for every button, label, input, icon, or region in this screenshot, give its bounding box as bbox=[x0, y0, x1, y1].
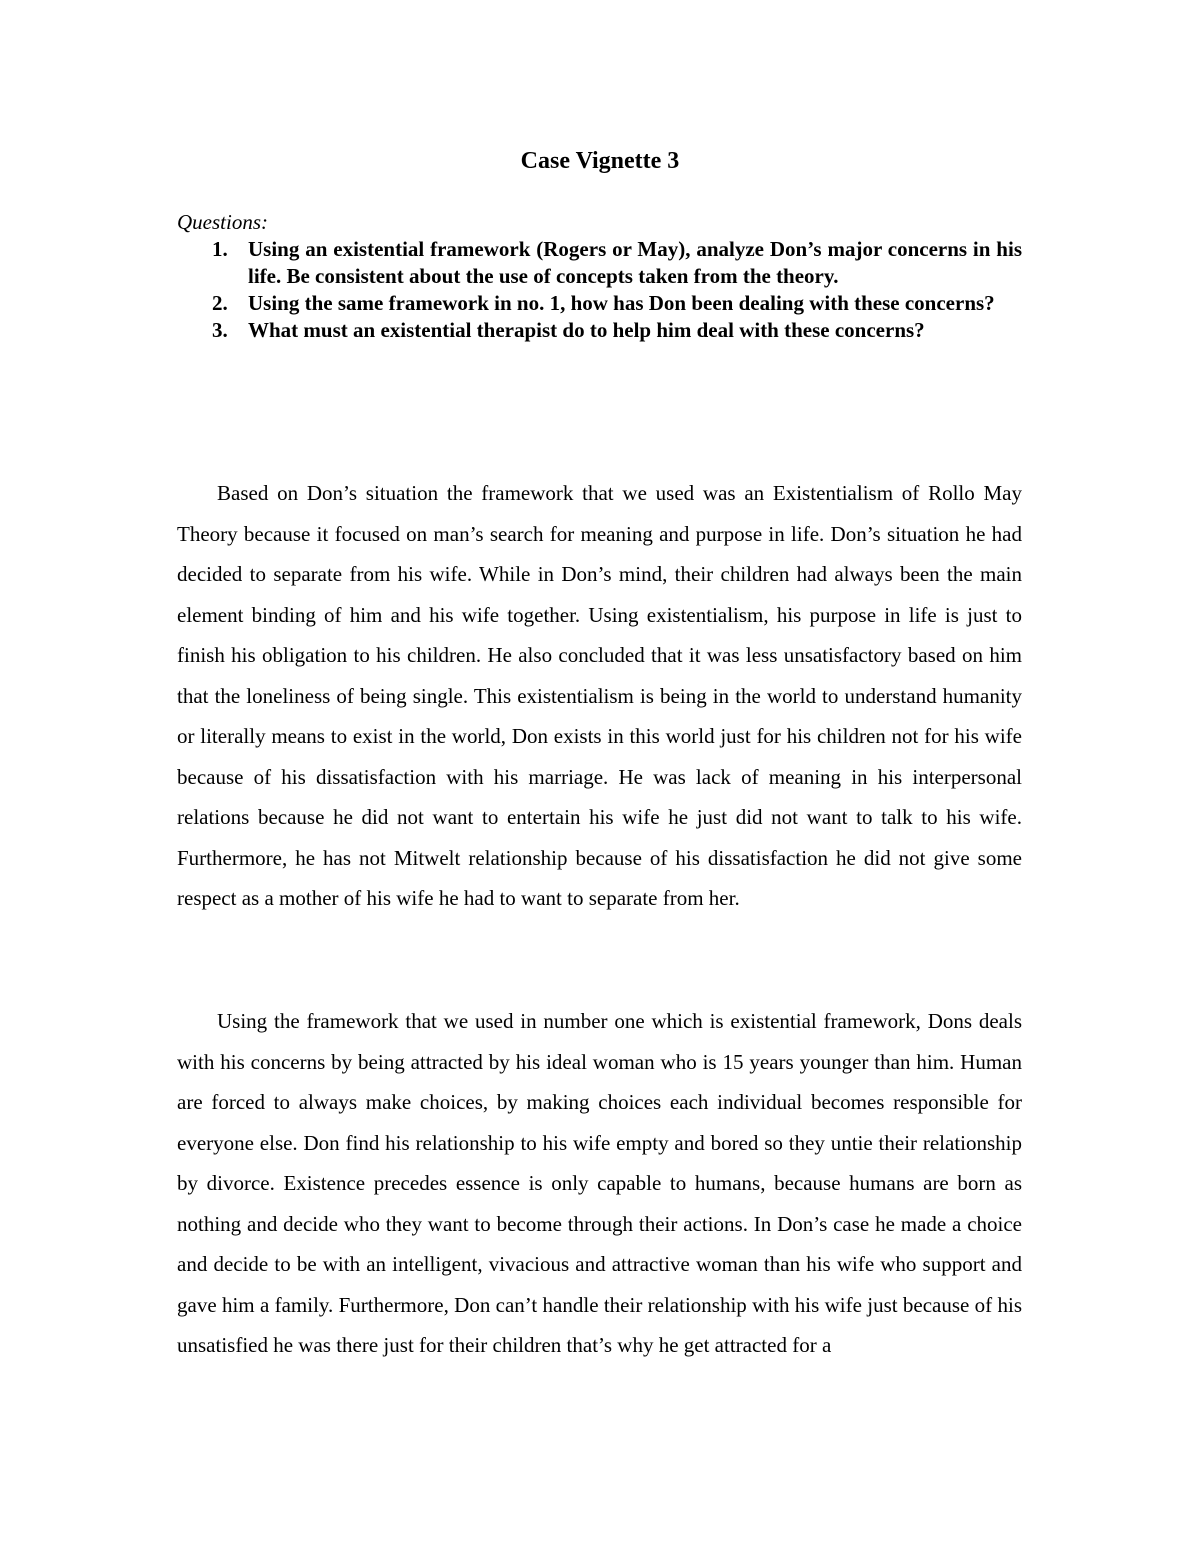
question-number: 2. bbox=[212, 291, 228, 315]
question-text: Using an existential framework (Rogers or May), analyze Don’s major concerns in his life. Be consistent about the use of concepts taken from the theory. bbox=[248, 237, 1022, 288]
question-number: 1. bbox=[212, 237, 228, 261]
question-text: Using the same framework in no. 1, how has Don been dealing with these concerns? bbox=[248, 291, 995, 315]
question-text: What must an existential therapist do to help him deal with these concerns? bbox=[248, 318, 925, 342]
question-number: 3. bbox=[212, 318, 228, 342]
question-item bbox=[212, 317, 1022, 344]
answer-paragraph-2: Using the framework that we used in number one which is existential framework, Dons deals with his concerns by being attracted by his ideal woman who is 15 years younger than him. Human are forced to always make choices, by making choices each individual becomes responsible for everyone else. Don find his relationship to his wife empty and bored so they untie their relationship by divorce. Existence precedes essence is only capable to humans, because humans are born as nothing and decide who they want to become through their actions. In Don’s case he made a choice and decide to be with an intelligent, vivacious and attractive woman than his wife who support and gave him a family. Furthermore, Don can’t handle their relationship with his wife just because of his unsatisfied he was there just for their children that’s why he get attracted for a bbox=[177, 1009, 1022, 1357]
question-item bbox=[212, 290, 1022, 317]
questions-list bbox=[212, 236, 1022, 344]
question-item bbox=[212, 236, 1022, 290]
answer-paragraph-1: Based on Don’s situation the framework that we used was an Existentialism of Rollo May Theory because it focused on man’s search for meaning and purpose in life. Don’s situation he had decided to separate from his wife. While in Don’s mind, their children had always been the main element binding of him and his wife together. Using existentialism, his purpose in life is just to finish his obligation to his children. He also concluded that it was less unsatisfactory based on him that the loneliness of being single. This existentialism is being in the world to understand humanity or literally means to exist in the world, Don exists in this world just for his children not for his wife because of his dissatisfaction with his marriage. He was lack of meaning in his interpersonal relations because he did not want to entertain his wife he just did not want to talk to his wife. Furthermore, he has not Mitwelt relationship because of his dissatisfaction he did not give some respect as a mother of his wife he had to want to separate from her. bbox=[177, 481, 1022, 910]
document-title: Case Vignette 3 bbox=[520, 148, 680, 174]
questions-label: Questions: bbox=[177, 210, 268, 234]
